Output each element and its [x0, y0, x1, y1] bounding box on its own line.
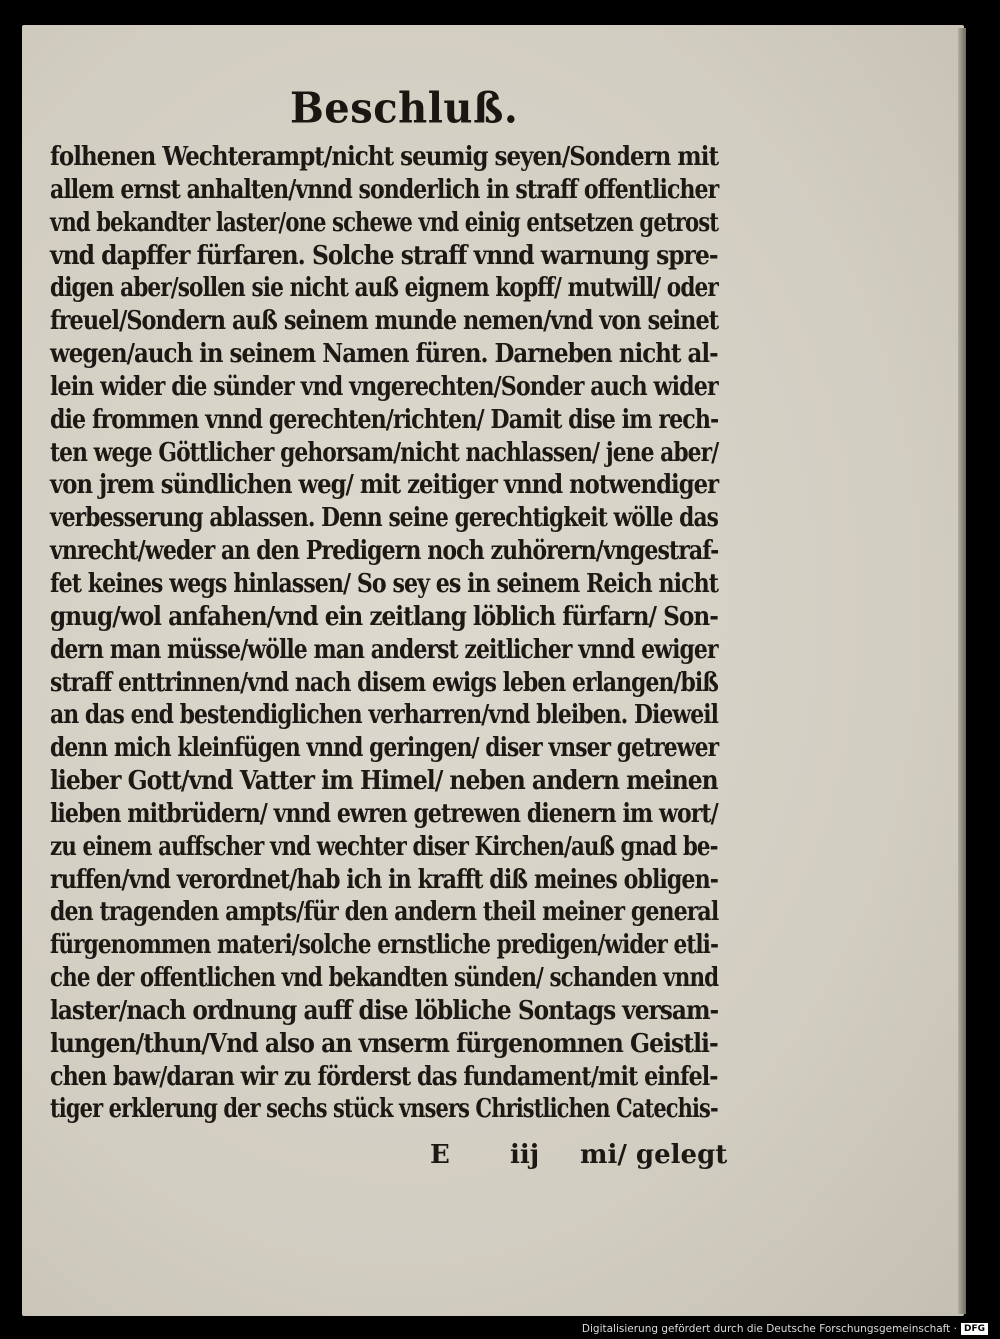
text-line: chen baw/daran wir zu förderst das fundament/mit einfel- — [50, 1061, 718, 1092]
text-line: dern man müsse/wölle man anderst zeitlicher vnnd ewiger — [50, 634, 718, 665]
text-line: vnd bekandter laster/one schewe vnd einig entsetzen getrost — [50, 207, 719, 238]
dfg-logo: DFG — [961, 1323, 988, 1335]
text-line: ten wege Göttlicher gehorsam/nicht nachlassen/ jene aber/ — [50, 437, 719, 468]
signature-letter: E — [430, 1140, 450, 1170]
text-line: denn mich kleinfügen vnnd geringen/ diser vnser getrewer — [50, 733, 719, 764]
text-line: lungen/thun/Vnd also an vnserm fürgenomnen Geistli- — [50, 1028, 718, 1059]
text-line: fürgenommen materi/solche ernstliche predigen/wider etli- — [50, 930, 719, 961]
text-line: wegen/auch in seinem Namen füren. Darneben nicht al- — [50, 339, 718, 370]
text-line: lein wider die sünder vnd vngerechten/Sonder auch wider — [50, 371, 718, 402]
text-line: vnd dapffer fürfaren. Solche straff vnnd warnung spre- — [50, 240, 718, 271]
catchline — [430, 1138, 730, 1172]
text-line: vnrecht/weder an den Predigern noch zuhörern/vngestraf- — [50, 536, 719, 567]
text-line: ruffen/vnd verordnet/hab ich in krafft diß meines obligen- — [50, 864, 718, 895]
text-line: digen aber/sollen sie nicht auß eignem kopff/ mutwill/ oder — [50, 273, 718, 304]
text-line: tiger erklerung der sechs stück vnsers Christlichen Catechis- — [50, 1094, 718, 1125]
text-line: freuel/Sondern auß seinem munde nemen/vnd von seinet — [50, 306, 719, 337]
catchword: mi/ gelegt — [580, 1140, 728, 1170]
running-header: Beschluß. — [290, 83, 519, 134]
footer-text: Digitalisierung gefördert durch die Deutsche Forschungsgemeinschaft · — [581, 1323, 957, 1335]
body-text — [50, 141, 720, 1126]
text-line: che der offentlichen vnd bekandten sünden/ schanden vnnd — [50, 963, 719, 994]
text-line: allem ernst anhalten/vnnd sonderlich in straff offentlicher — [50, 174, 719, 205]
text-line: lieben mitbrüdern/ vnnd ewren getrewen dienern im wort/ — [50, 798, 718, 829]
text-line: fet keines wegs hinlassen/ So sey es in seinem Reich nicht — [50, 568, 718, 599]
text-line: lieber Gott/vnd Vatter im Himel/ neben andern meinen — [50, 766, 718, 797]
text-line: den tragenden ampts/für den andern theil meiner general — [50, 897, 719, 928]
text-line: von jrem sündlichen weg/ mit zeitiger vnnd notwendiger — [50, 470, 719, 501]
text-line: an das end bestendiglichen verharren/vnd bleiben. Dieweil — [50, 700, 719, 731]
text-line: straff enttrinnen/vnd nach disem ewigs leben erlangen/biß — [50, 667, 718, 698]
text-line: die frommen vnnd gerechten/richten/ Damit dise im rech- — [50, 404, 719, 435]
text-line: folhenen Wechterampt/nicht seumig seyen/Sondern mit — [50, 142, 719, 172]
signature-number: iij — [510, 1140, 540, 1170]
text-line: gnug/wol anfahen/vnd ein zeitlang löblich fürfarn/ Son- — [50, 601, 718, 632]
footer — [582, 1323, 988, 1335]
text-line: zu einem auffscher vnd wechter diser Kirchen/auß gnad be- — [50, 831, 718, 862]
page-edge — [958, 28, 966, 1314]
text-line: verbesserung ablassen. Denn seine gerechtigkeit wölle das — [50, 503, 718, 534]
text-line: laster/nach ordnung auff dise löbliche Sontags versam- — [50, 995, 719, 1026]
